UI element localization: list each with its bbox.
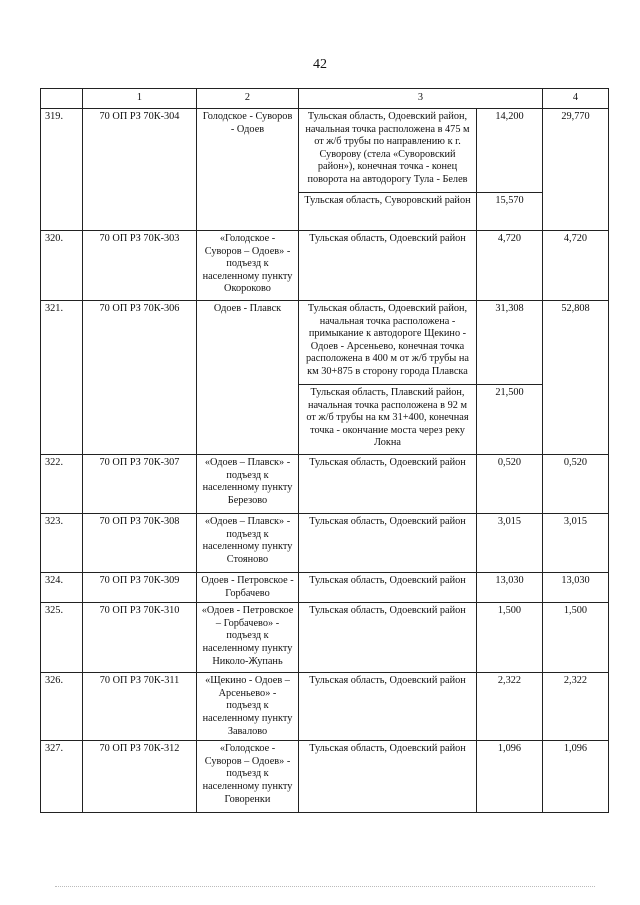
segment-location: Тульская область, Одоевский район: [299, 231, 477, 301]
header-cell-3: 3: [299, 89, 543, 109]
table-row: [41, 573, 609, 603]
road-code: 70 ОП РЗ 70К-311: [83, 673, 197, 741]
road-total-length: 1,096: [543, 741, 609, 813]
table-row: [41, 603, 609, 673]
header-cell-4: 4: [543, 89, 609, 109]
road-name: «Одоев - Петровское – Горбачево» - подъезд к населенному пункту Николо-Жупань: [197, 603, 299, 673]
table-row: [41, 109, 609, 193]
road-code: 70 ОП РЗ 70К-303: [83, 231, 197, 301]
road-name: «Щекино - Одоев – Арсеньево» - подъезд к населенному пункту Завалово: [197, 673, 299, 741]
road-code: 70 ОП РЗ 70К-306: [83, 301, 197, 455]
row-number: 321.: [41, 301, 83, 455]
segment-length: 14,200: [477, 109, 543, 193]
page-number: 42: [313, 57, 327, 72]
road-total-length: 0,520: [543, 455, 609, 514]
table-row: [41, 231, 609, 301]
segment-location: Тульская область, Одоевский район, начальная точка расположена в 475 м от ж/б трубы по направлению к г. Суворову (стела «Суворовский район»), конечная точка - конец поворота на автодорогу Тула - Белев: [299, 109, 477, 193]
road-total-length: 3,015: [543, 514, 609, 573]
row-number: 324.: [41, 573, 83, 603]
road-name: «Голодское - Суворов – Одоев» - подъезд к населенному пункту Говоренки: [197, 741, 299, 813]
table-row: [41, 455, 609, 514]
table-row: [41, 514, 609, 573]
road-total-length: 2,322: [543, 673, 609, 741]
header-row: [41, 89, 609, 109]
segment-length: 2,322: [477, 673, 543, 741]
segment-length: 3,015: [477, 514, 543, 573]
segment-location: Тульская область, Одоевский район: [299, 741, 477, 813]
segment-length: 0,520: [477, 455, 543, 514]
road-name: «Одоев – Плавск» - подъезд к населенному пункту Стояново: [197, 514, 299, 573]
row-number: 327.: [41, 741, 83, 813]
header-cell-1: 1: [83, 89, 197, 109]
segment-location: Тульская область, Суворовский район: [299, 193, 477, 231]
row-number: 320.: [41, 231, 83, 301]
road-code: 70 ОП РЗ 70К-304: [83, 109, 197, 231]
row-number: 319.: [41, 109, 83, 231]
road-code: 70 ОП РЗ 70К-308: [83, 514, 197, 573]
road-total-length: 13,030: [543, 573, 609, 603]
table-header: [41, 89, 609, 109]
road-total-length: 4,720: [543, 231, 609, 301]
road-total-length: 1,500: [543, 603, 609, 673]
road-code: 70 ОП РЗ 70К-307: [83, 455, 197, 514]
table-row: [41, 741, 609, 813]
roads-table: [40, 88, 609, 813]
segment-location: Тульская область, Плавский район, начальная точка расположена в 92 м от ж/б трубы на км 31+400, конечная точка - окончание моста через реку Локна: [299, 385, 477, 455]
segment-location: Тульская область, Одоевский район: [299, 455, 477, 514]
road-name: Одоев - Петровское - Горбачево: [197, 573, 299, 603]
road-code: 70 ОП РЗ 70К-312: [83, 741, 197, 813]
table-row: [41, 301, 609, 385]
road-name: Голодское - Суворов - Одоев: [197, 109, 299, 231]
segment-location: Тульская область, Одоевский район: [299, 514, 477, 573]
table-row: [41, 673, 609, 741]
segment-length: 4,720: [477, 231, 543, 301]
segment-length: 1,096: [477, 741, 543, 813]
road-name: Одоев - Плавск: [197, 301, 299, 455]
road-total-length: 29,770: [543, 109, 609, 231]
road-name: «Голодское - Суворов – Одоев» - подъезд к населенному пункту Окороково: [197, 231, 299, 301]
road-name: «Одоев – Плавск» - подъезд к населенному пункту Березово: [197, 455, 299, 514]
road-total-length: 52,808: [543, 301, 609, 455]
segment-location: Тульская область, Одоевский район: [299, 673, 477, 741]
row-number: 323.: [41, 514, 83, 573]
header-cell-index: [41, 89, 83, 109]
row-number: 322.: [41, 455, 83, 514]
segment-length: 21,500: [477, 385, 543, 455]
segment-location: Тульская область, Одоевский район: [299, 603, 477, 673]
page-bottom-scan-marks: [55, 886, 595, 890]
segment-length: 13,030: [477, 573, 543, 603]
table-body: [41, 109, 609, 813]
header-cell-2: 2: [197, 89, 299, 109]
segment-location: Тульская область, Одоевский район: [299, 573, 477, 603]
row-number: 326.: [41, 673, 83, 741]
road-code: 70 ОП РЗ 70К-309: [83, 573, 197, 603]
segment-length: 31,308: [477, 301, 543, 385]
segment-length: 1,500: [477, 603, 543, 673]
segment-length: 15,570: [477, 193, 543, 231]
segment-location: Тульская область, Одоевский район, начальная точка расположена - примыкание к автодороге Щекино - Одоев - Арсеньево, конечная точка расположена в 400 м от ж/б трубы на км 30+875 в сторону города Плавска: [299, 301, 477, 385]
row-number: 325.: [41, 603, 83, 673]
road-code: 70 ОП РЗ 70К-310: [83, 603, 197, 673]
